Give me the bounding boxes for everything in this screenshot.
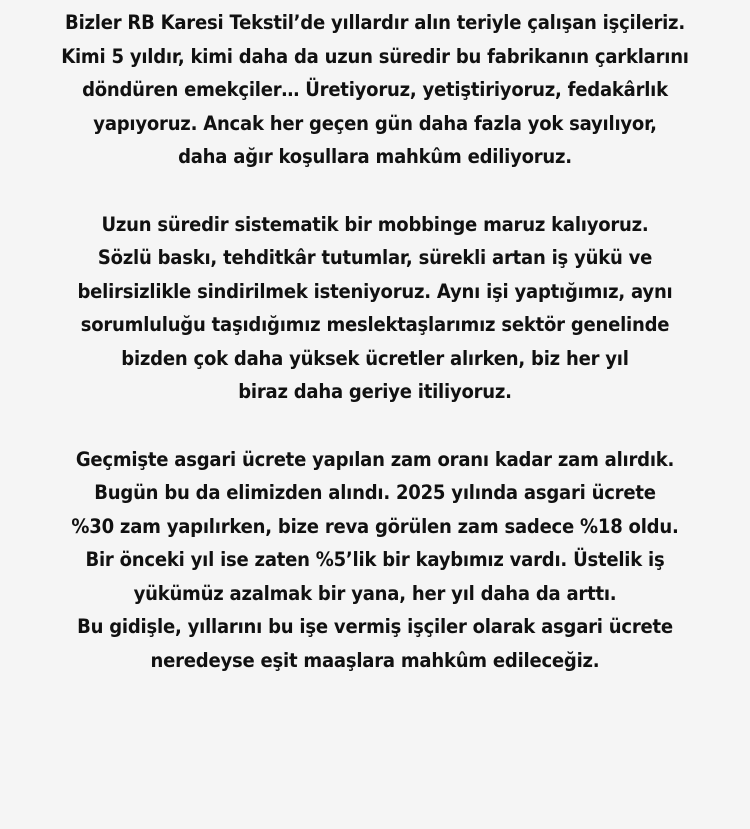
text-line: Bugün bu da elimizden alındı. 2025 yılında asgari ücrete [94,481,656,504]
text-line: Bu gidişle, yıllarını bu işe vermiş işçiler olarak asgari ücrete [77,615,673,638]
text-line: Kimi 5 yıldır, kimi daha da uzun süredir bu fabrikanın çarklarını [61,44,689,68]
text-line: döndüren emekçiler… Üretiyoruz, yetiştiriyoruz, fedakârlık [82,78,668,101]
text-line: daha ağır koşullara mahkûm ediliyoruz. [178,145,572,168]
text-line: belirsizlikle sindirilmek isteniyoruz. Aynı işi yaptığımız, aynı [77,279,673,303]
text-line: %30 zam yapılırken, bize reva görülen zam sadece %18 oldu. [71,514,679,538]
text-line: Geçmişte asgari ücrete yapılan zam oranı kadar zam alırdık. [75,447,675,471]
text-line: bizden çok daha yüksek ücretler alırken, biz her yıl [121,346,629,370]
text-line: Uzun süredir sistematik bir mobbinge maruz kalıyoruz. [101,212,649,236]
paragraph-mobbing [10,208,740,409]
text-line: neredeyse eşit maaşlara mahkûm edileceğiz. [150,648,600,672]
text-line: sorumluluğu taşıdığımız meslektaşlarımız sektör genelinde [80,313,670,336]
text-line: biraz daha geriye itiliyoruz. [238,380,512,403]
text-line: yükümüz azalmak bir yana, her yıl daha da arttı. [133,581,617,605]
text-line: yapıyoruz. Ancak her geçen gün daha fazla yok sayılıyor, [93,111,657,135]
text-line: Sözlü baskı, tehditkâr tutumlar, sürekli artan iş yükü ve [97,246,653,269]
paragraph-intro [10,6,740,174]
paragraph-spacer [10,174,740,208]
paragraph-wages [10,443,740,678]
paragraph-spacer [10,409,740,443]
text-line: Bizler RB Karesi Tekstil’de yıllardır alın teriyle çalışan işçileriz. [65,11,685,34]
text-line: Bir önceki yıl ise zaten %5’lik bir kaybımız vardı. Üstelik iş [85,548,665,571]
